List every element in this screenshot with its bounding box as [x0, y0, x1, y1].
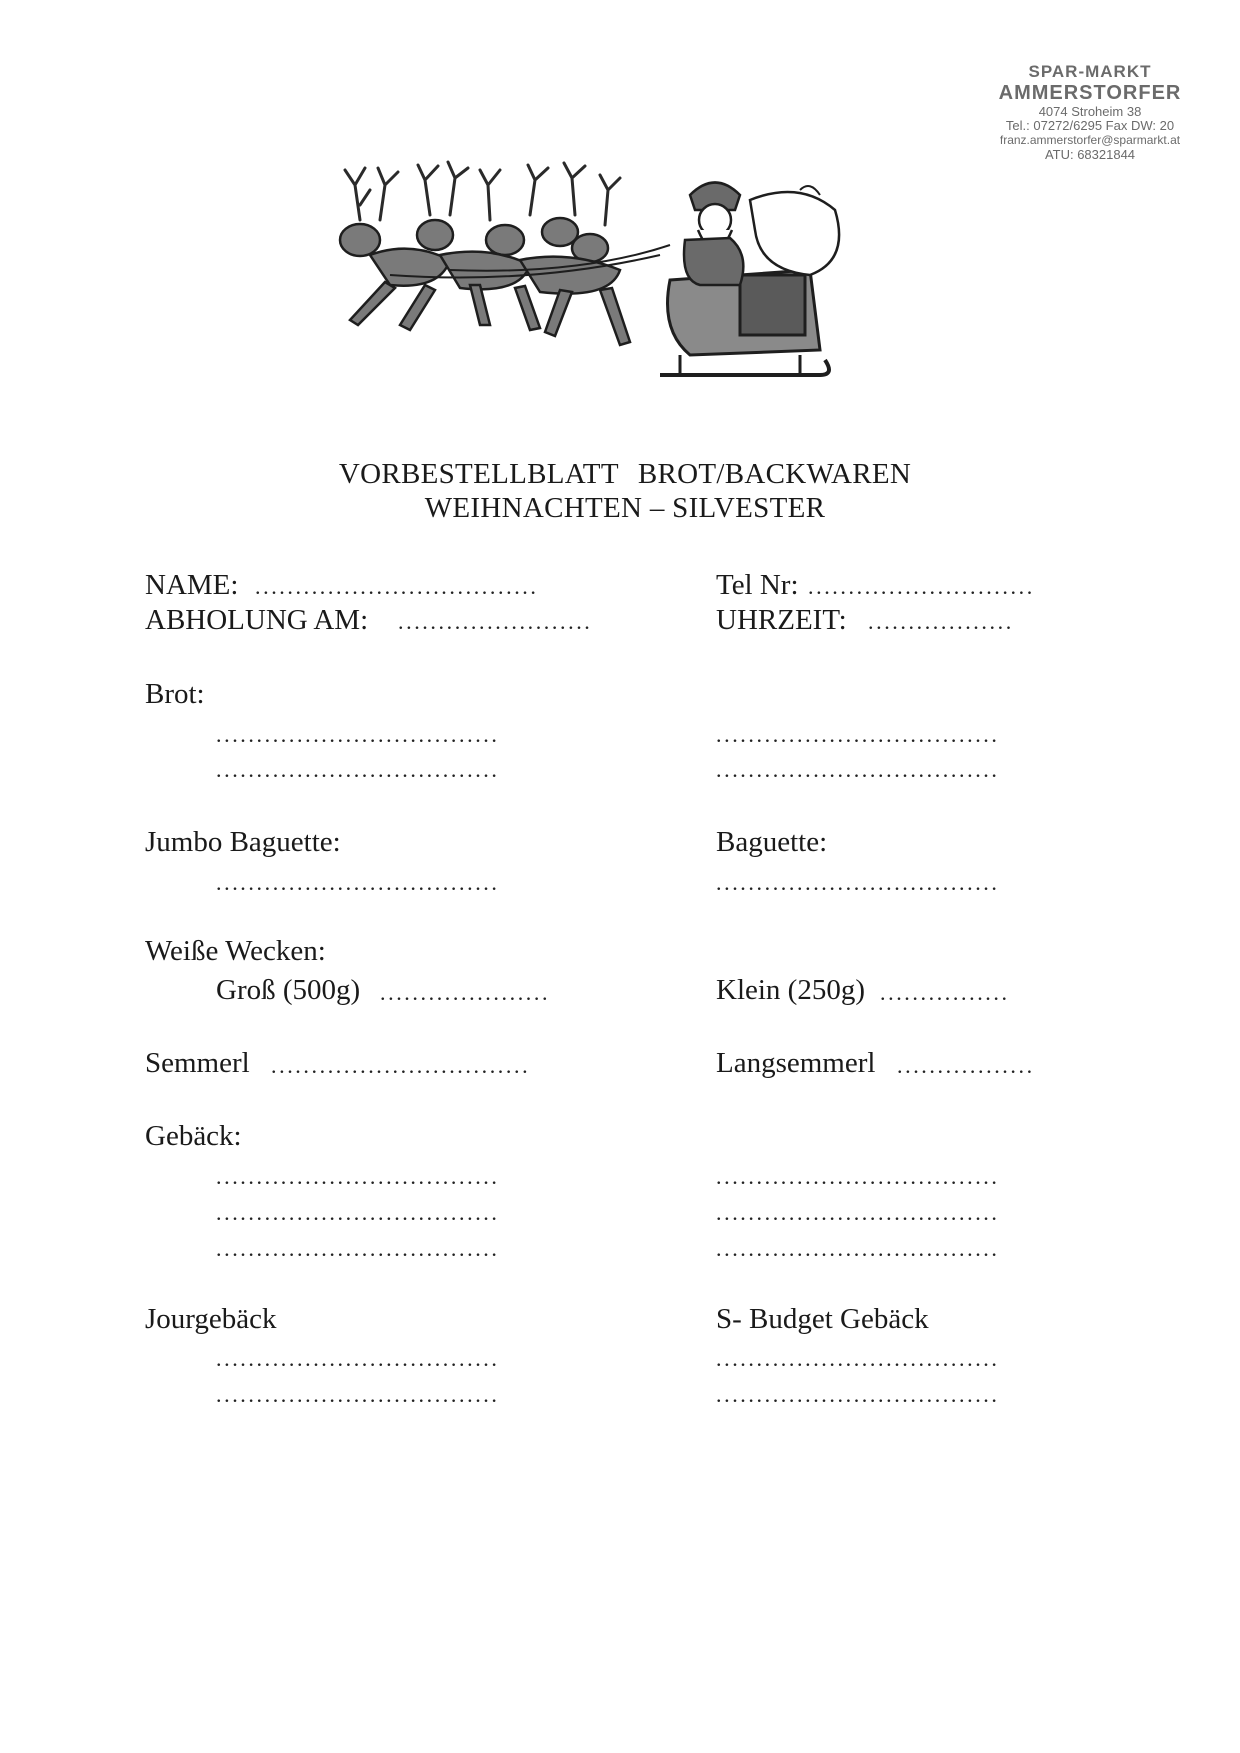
section-weisse-wecken: Weiße Wecken: — [145, 935, 326, 967]
stamp-email: franz.ammerstorfer@sparmarkt.at — [999, 133, 1181, 148]
section-jumbo-baguette: Jumbo Baguette: — [145, 826, 341, 858]
langsemmerl-label: Langsemmerl — [716, 1047, 876, 1079]
semmerl-label: Semmerl — [145, 1047, 250, 1079]
langsemmerl-field[interactable]: ................. — [897, 1053, 1035, 1078]
section-s-budget: S- Budget Gebäck — [716, 1303, 929, 1335]
stamp-owner-name: AMMERSTORFER — [998, 81, 1182, 104]
brot-field-3[interactable]: ................................... — [716, 722, 1000, 747]
stamp-vat-id: ATU: 68321844 — [1044, 147, 1136, 163]
name-label: NAME: — [145, 569, 239, 601]
klein-field[interactable]: ................ — [880, 980, 1010, 1005]
stamp-store-name: SPAR-MARKT — [1028, 62, 1152, 81]
section-brot: Brot: — [145, 678, 205, 710]
jourgebaeck-field-1[interactable]: ................................... — [216, 1346, 500, 1371]
form-title: VORBESTELLBLATT BROT/BACKWAREN — [338, 458, 912, 490]
stamp-address: 4074 Stroheim 38 — [1038, 103, 1142, 119]
pickup-time-label: UHRZEIT: — [716, 604, 847, 636]
gebaeck-field-2[interactable]: ................................... — [216, 1200, 500, 1225]
stamp-phone: Tel.: 07272/6295 Fax DW: 20 — [1005, 118, 1175, 134]
pickup-date-label: ABHOLUNG AM: — [145, 604, 369, 636]
section-gebaeck: Gebäck: — [145, 1120, 242, 1152]
store-stamp — [940, 62, 1240, 163]
semmerl-field[interactable]: ................................ — [271, 1053, 531, 1078]
brot-field-2[interactable]: ................................... — [216, 757, 500, 782]
santa-sleigh-icon — [330, 160, 910, 410]
klein-label: Klein (250g) — [716, 974, 865, 1006]
pickup-time-field[interactable]: .................. — [868, 609, 1014, 634]
gross-field[interactable]: ..................... — [380, 980, 551, 1005]
tel-field[interactable]: ............................ — [808, 574, 1035, 599]
section-baguette: Baguette: — [716, 826, 828, 858]
baguette-field[interactable]: ................................... — [716, 870, 1000, 895]
tel-label: Tel Nr: — [716, 569, 799, 601]
gebaeck-field-1[interactable]: ................................... — [216, 1164, 500, 1189]
jumbo-baguette-field[interactable]: ................................... — [216, 870, 500, 895]
section-jourgebaeck: Jourgebäck — [145, 1303, 277, 1335]
s-budget-field-2[interactable]: ................................... — [716, 1382, 1000, 1407]
gross-label: Groß (500g) — [216, 974, 361, 1006]
form-subtitle: WEIHNACHTEN – SILVESTER — [424, 492, 826, 524]
gebaeck-field-4[interactable]: ................................... — [716, 1164, 1000, 1189]
name-field[interactable]: ................................... — [255, 574, 539, 599]
brot-field-1[interactable]: ................................... — [216, 722, 500, 747]
s-budget-field-1[interactable]: ................................... — [716, 1346, 1000, 1371]
jourgebaeck-field-2[interactable]: ................................... — [216, 1382, 500, 1407]
gebaeck-field-3[interactable]: ................................... — [216, 1236, 500, 1261]
brot-field-4[interactable]: ................................... — [716, 757, 1000, 782]
gebaeck-field-6[interactable]: ................................... — [716, 1236, 1000, 1261]
gebaeck-field-5[interactable]: ................................... — [716, 1200, 1000, 1225]
pickup-date-field[interactable]: ........................ — [398, 609, 593, 634]
